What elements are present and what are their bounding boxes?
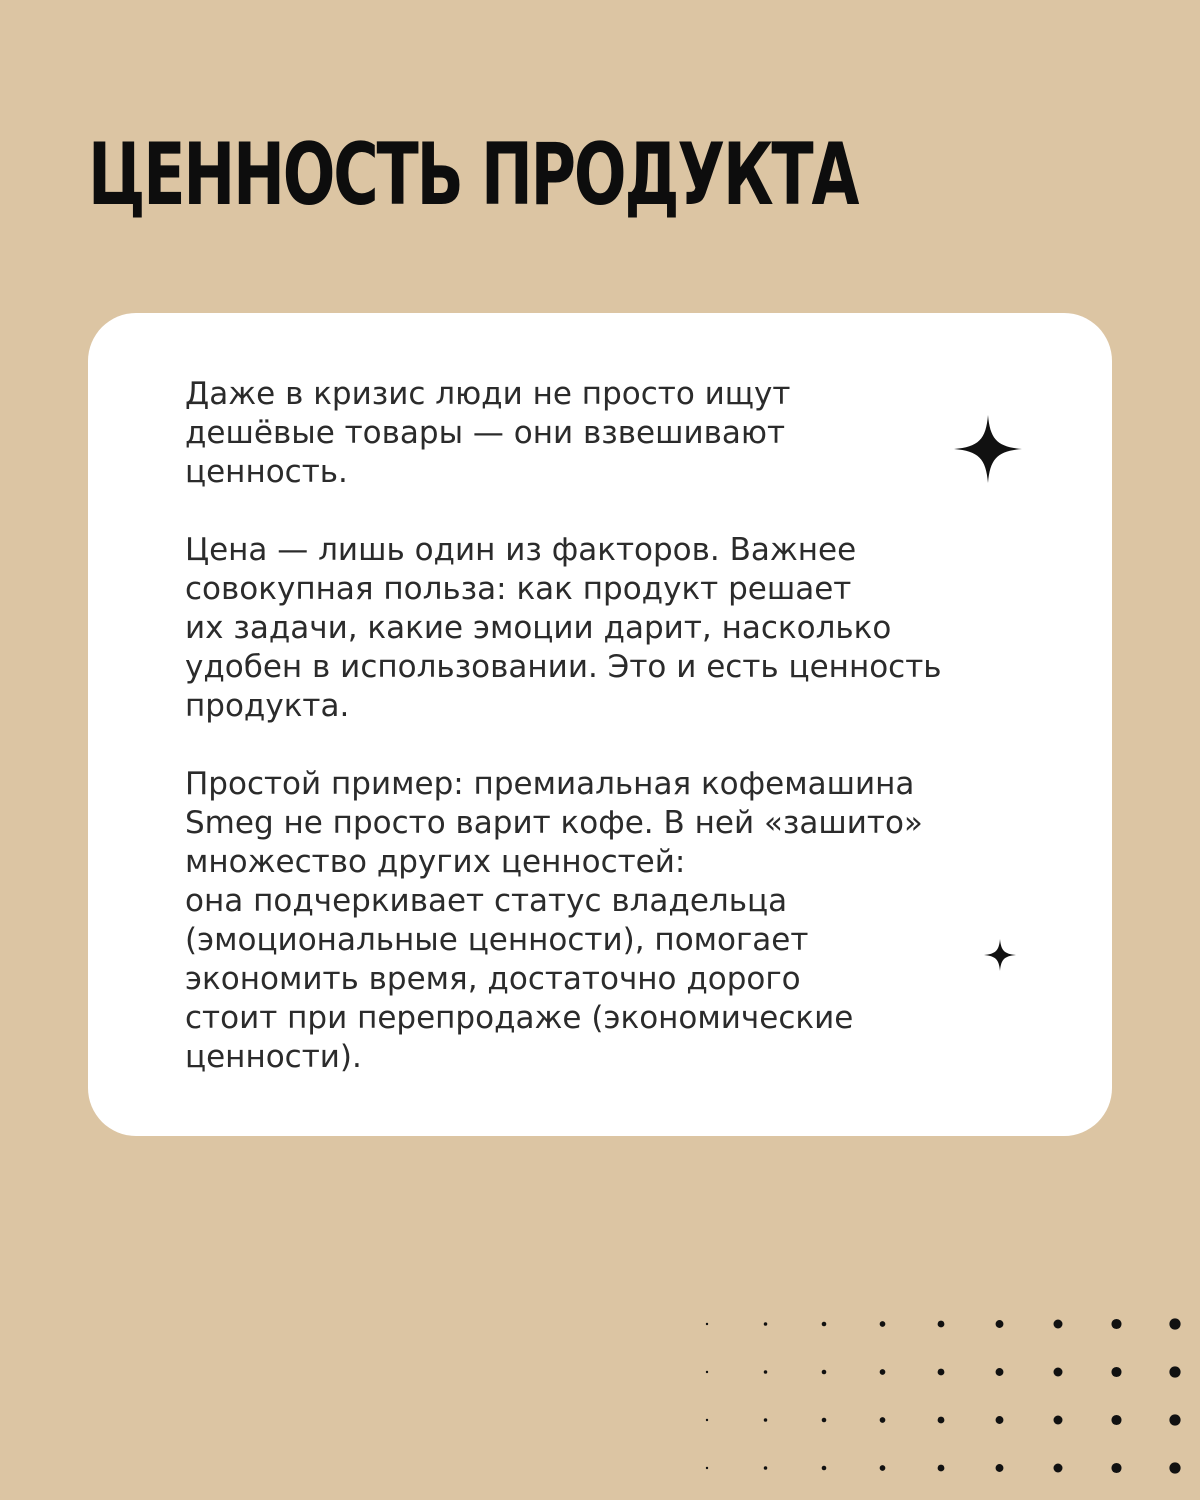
grid-dot <box>880 1369 886 1375</box>
grid-dot <box>1054 1416 1063 1425</box>
grid-dot <box>996 1416 1004 1424</box>
grid-dot <box>996 1320 1004 1328</box>
paragraph-1: Даже в кризис люди не просто ищут дешёвые товары — они взвешивают ценность. <box>185 376 791 490</box>
grid-dot <box>822 1466 827 1471</box>
grid-dot <box>706 1419 708 1421</box>
paragraph-3: Простой пример: премиальная кофемашина Smeg не просто варит кофе. В ней «зашито» множество других ценностей: она подчеркивает статус владельца (эмоциональные ценности), помогает экономить время, достаточно дорого стоит при перепродаже (экономические ценности). <box>185 766 923 1075</box>
page-title: ЦЕННОСТЬ ПРОДУКТА <box>88 125 858 225</box>
grid-dot <box>706 1323 708 1325</box>
sparkle-large-icon <box>954 414 1022 484</box>
paragraph-2: Цена — лишь один из факторов. Важнее совокупная польза: как продукт решает их задачи, какие эмоции дарит, насколько удобен в использовании. Это и есть ценность продукта. <box>185 532 942 724</box>
grid-dot <box>938 1465 945 1472</box>
grid-dot <box>764 1466 768 1470</box>
grid-dot <box>880 1321 886 1327</box>
grid-dot <box>1054 1368 1063 1377</box>
grid-dot <box>822 1370 827 1375</box>
grid-dot <box>1054 1464 1063 1473</box>
grid-dot <box>1169 1318 1180 1329</box>
dot-grid-pattern-icon <box>700 1310 1190 1480</box>
sparkle-small-icon <box>984 939 1016 971</box>
grid-dot <box>1111 1415 1121 1425</box>
grid-dot <box>764 1418 768 1422</box>
grid-dot <box>938 1369 945 1376</box>
grid-dot <box>1111 1319 1121 1329</box>
grid-dot <box>1169 1414 1180 1425</box>
grid-dot <box>822 1418 827 1423</box>
card-text <box>185 375 1045 1077</box>
grid-dot <box>1169 1462 1180 1473</box>
grid-dot <box>996 1368 1004 1376</box>
grid-dot <box>1111 1463 1121 1473</box>
grid-dot <box>1054 1320 1063 1329</box>
grid-dot <box>880 1465 886 1471</box>
grid-dot <box>1169 1366 1180 1377</box>
grid-dot <box>764 1370 768 1374</box>
grid-dot <box>764 1322 768 1326</box>
grid-dot <box>996 1464 1004 1472</box>
grid-dot <box>706 1467 708 1469</box>
grid-dot <box>938 1417 945 1424</box>
grid-dot <box>938 1321 945 1328</box>
grid-dot <box>706 1371 708 1373</box>
grid-dot <box>822 1322 827 1327</box>
grid-dot <box>1111 1367 1121 1377</box>
grid-dot <box>880 1417 886 1423</box>
